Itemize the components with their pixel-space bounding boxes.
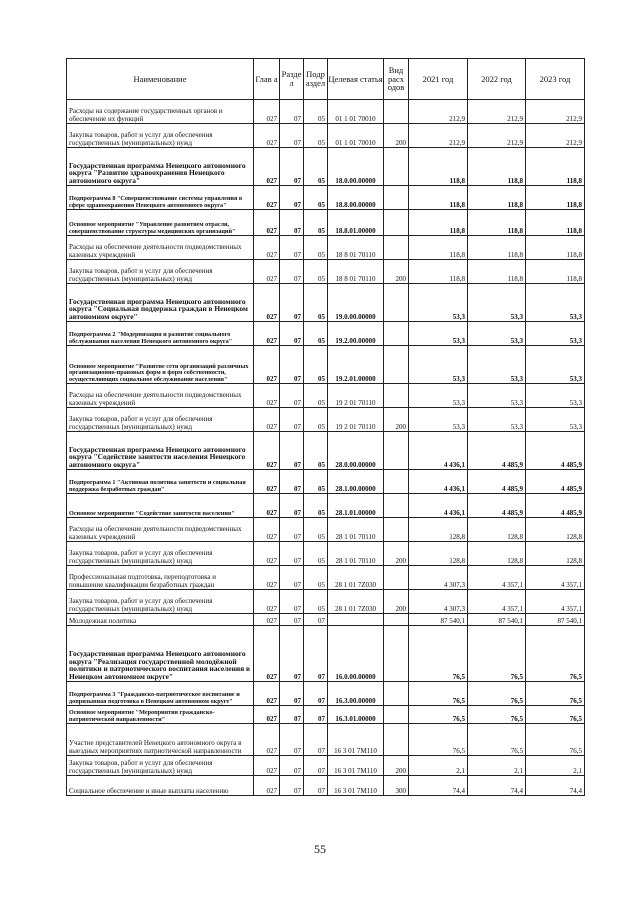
- row-value-2022: 4 357,1: [468, 590, 526, 614]
- header-2023: 2023 год: [526, 59, 585, 100]
- table-row: [67, 706, 585, 724]
- row-value-2021: 87 540,1: [409, 614, 468, 626]
- row-podrazdel: 05: [304, 148, 328, 186]
- row-value-2021: 76,5: [409, 682, 468, 706]
- row-value-2021: 4 307,3: [409, 566, 468, 590]
- row-value-2021: 4 436,1: [409, 494, 468, 518]
- row-value-2023: 74,4: [526, 776, 585, 796]
- row-target: 28 1 01 70110: [328, 518, 384, 542]
- table-row: [67, 236, 585, 260]
- row-name: Государственная программа Ненецкого автономного округа "Содействие занятости населения Ненецкого автономного округа": [67, 432, 254, 470]
- row-value-2021: 118,8: [409, 186, 468, 210]
- row-vid: 200: [384, 124, 409, 148]
- row-podrazdel: 05: [304, 322, 328, 346]
- row-vid: 200: [384, 260, 409, 284]
- header-name: Наименование: [67, 59, 254, 100]
- row-name: Расходы на обеспечение деятельности подведомственных казенных учреждений: [67, 518, 254, 542]
- row-target: 28.0.00.00000: [328, 432, 384, 470]
- row-vid: [384, 346, 409, 384]
- row-value-2022: 53,3: [468, 346, 526, 384]
- row-value-2023: 87 540,1: [526, 614, 585, 626]
- row-value-2022: 53,3: [468, 284, 526, 322]
- row-razdel: 07: [280, 470, 304, 494]
- row-value-2022: 74,4: [468, 776, 526, 796]
- row-value-2021: 118,8: [409, 210, 468, 236]
- row-name: Подпрограмма 3 "Гражданско-патриотическое воспитание и допризывная подготовка в Ненецком автономном округе": [67, 682, 254, 706]
- row-name: Подпрограмма 1 "Активная политика занятости и социальная поддержка безработных граждан": [67, 470, 254, 494]
- row-glava: 027: [254, 322, 280, 346]
- row-value-2021: 76,5: [409, 706, 468, 724]
- row-razdel: 07: [280, 322, 304, 346]
- row-name: Расходы на обеспечение деятельности подведомственных казенных учреждений: [67, 236, 254, 260]
- row-value-2022: 4 485,9: [468, 494, 526, 518]
- row-name: Закупка товаров, работ и услуг для обеспечения государственных (муниципальных) нужд: [67, 542, 254, 566]
- row-razdel: 07: [280, 756, 304, 776]
- table-row: [67, 346, 585, 384]
- table-row: [67, 408, 585, 432]
- row-value-2022: 76,5: [468, 626, 526, 682]
- row-target: 19.0.00.00000: [328, 284, 384, 322]
- row-target: 19.2.01.00000: [328, 346, 384, 384]
- row-value-2023: 118,8: [526, 148, 585, 186]
- table-row: [67, 590, 585, 614]
- row-value-2023: 53,3: [526, 346, 585, 384]
- row-razdel: 07: [280, 284, 304, 322]
- table-row: [67, 756, 585, 776]
- table-row: [67, 384, 585, 408]
- row-value-2021: 118,8: [409, 236, 468, 260]
- table-row: [67, 322, 585, 346]
- row-vid: [384, 432, 409, 470]
- row-value-2021: 118,8: [409, 260, 468, 284]
- row-vid: [384, 236, 409, 260]
- row-name: Основное мероприятие "Управление развитием отрасли, совершенствование структуры медицинских организаций": [67, 210, 254, 236]
- row-podrazdel: 07: [304, 724, 328, 756]
- row-target: 16.0.00.00000: [328, 626, 384, 682]
- row-name: Закупка товаров, работ и услуг для обеспечения государственных (муниципальных) нужд: [67, 756, 254, 776]
- table-row: [67, 494, 585, 518]
- row-vid: [384, 284, 409, 322]
- row-value-2022: 118,8: [468, 236, 526, 260]
- row-name: Расходы на содержание государственных органов и обеспечение их функций: [67, 100, 254, 124]
- row-target: 16 3 01 7M110: [328, 776, 384, 796]
- row-value-2022: 128,8: [468, 542, 526, 566]
- row-target: 01 1 01 70010: [328, 100, 384, 124]
- row-value-2021: 76,5: [409, 626, 468, 682]
- row-podrazdel: 05: [304, 542, 328, 566]
- row-target: 16.3.00.00000: [328, 682, 384, 706]
- row-name: Основное мероприятие "Мероприятия гражданско-патриотической направленности": [67, 706, 254, 724]
- row-vid: [384, 384, 409, 408]
- row-value-2023: 76,5: [526, 724, 585, 756]
- row-glava: 027: [254, 614, 280, 626]
- row-value-2023: 76,5: [526, 626, 585, 682]
- row-name: Подпрограмма 8 "Совершенствование системы управления в сфере здравоохранения Ненецкого автономного округа": [67, 186, 254, 210]
- row-target: 28 1 01 7Z030: [328, 566, 384, 590]
- row-target: 28.1.00.00000: [328, 470, 384, 494]
- budget-table: [66, 58, 585, 796]
- row-value-2023: 4 485,9: [526, 432, 585, 470]
- row-target: 19 2 01 70110: [328, 384, 384, 408]
- row-razdel: 07: [280, 186, 304, 210]
- row-glava: 027: [254, 470, 280, 494]
- row-glava: 027: [254, 682, 280, 706]
- row-razdel: 07: [280, 346, 304, 384]
- row-razdel: 07: [280, 776, 304, 796]
- row-podrazdel: 07: [304, 614, 328, 626]
- row-value-2021: 53,3: [409, 408, 468, 432]
- row-vid: [384, 470, 409, 494]
- row-value-2023: 4 357,1: [526, 590, 585, 614]
- row-razdel: 07: [280, 384, 304, 408]
- row-glava: 027: [254, 776, 280, 796]
- row-podrazdel: 05: [304, 346, 328, 384]
- row-razdel: 07: [280, 566, 304, 590]
- row-target: 19.2.00.00000: [328, 322, 384, 346]
- row-vid: [384, 322, 409, 346]
- row-podrazdel: 05: [304, 566, 328, 590]
- row-value-2023: 4 485,9: [526, 494, 585, 518]
- row-glava: 027: [254, 236, 280, 260]
- row-value-2023: 118,8: [526, 186, 585, 210]
- row-podrazdel: 05: [304, 494, 328, 518]
- row-value-2023: 53,3: [526, 322, 585, 346]
- row-name: Молодежная политика: [67, 614, 254, 626]
- row-vid: [384, 186, 409, 210]
- table-row: [67, 682, 585, 706]
- row-podrazdel: 07: [304, 626, 328, 682]
- row-razdel: 07: [280, 100, 304, 124]
- row-name: Закупка товаров, работ и услуг для обеспечения государственных (муниципальных) нужд: [67, 590, 254, 614]
- row-target: 01 1 01 70010: [328, 124, 384, 148]
- row-value-2022: 4 485,9: [468, 470, 526, 494]
- row-glava: 027: [254, 100, 280, 124]
- row-target: 16 3 01 7M110: [328, 724, 384, 756]
- row-value-2022: 76,5: [468, 724, 526, 756]
- row-name: Государственная программа Ненецкого автономного округа "Реализация государственной молодёжной политики и патриотического воспитания населения в Ненецком автономном округе": [67, 626, 254, 682]
- row-value-2023: 118,8: [526, 236, 585, 260]
- row-value-2022: 87 540,1: [468, 614, 526, 626]
- row-name: Закупка товаров, работ и услуг для обеспечения государственных (муниципальных) нужд: [67, 408, 254, 432]
- row-vid: [384, 626, 409, 682]
- row-value-2021: 2,1: [409, 756, 468, 776]
- row-value-2022: 212,9: [468, 100, 526, 124]
- table-row: [67, 210, 585, 236]
- row-name: Закупка товаров, работ и услуг для обеспечения государственных (муниципальных) нужд: [67, 260, 254, 284]
- table-row: [67, 432, 585, 470]
- row-value-2023: 53,3: [526, 284, 585, 322]
- table-row: [67, 776, 585, 796]
- table-row: [67, 284, 585, 322]
- table-row: [67, 566, 585, 590]
- row-target: 18.8.01.00000: [328, 210, 384, 236]
- row-value-2021: 212,9: [409, 100, 468, 124]
- row-podrazdel: 05: [304, 284, 328, 322]
- row-razdel: 07: [280, 682, 304, 706]
- row-vid: 200: [384, 756, 409, 776]
- table-row: [67, 470, 585, 494]
- row-glava: 027: [254, 186, 280, 210]
- row-value-2021: 53,3: [409, 384, 468, 408]
- row-name: Государственная программа Ненецкого автономного округа "Развитие здравоохранения Ненецкого автономного округа": [67, 148, 254, 186]
- row-glava: 027: [254, 724, 280, 756]
- row-vid: 200: [384, 590, 409, 614]
- header-2021: 2021 год: [409, 59, 468, 100]
- row-vid: 200: [384, 408, 409, 432]
- row-value-2023: 212,9: [526, 100, 585, 124]
- table-row: [67, 614, 585, 626]
- row-name: Основное мероприятие "Развитие сети организаций различных организационно-правовых форм и форм собственности, осуществляющих социальное обслуживание населения": [67, 346, 254, 384]
- row-value-2023: 4 357,1: [526, 566, 585, 590]
- row-podrazdel: 05: [304, 408, 328, 432]
- row-value-2021: 4 436,1: [409, 432, 468, 470]
- row-glava: 027: [254, 284, 280, 322]
- row-name: Государственная программа Ненецкого автономного округа "Социальная поддержка граждан в Ненецком автономном округе": [67, 284, 254, 322]
- row-vid: [384, 566, 409, 590]
- row-glava: 027: [254, 590, 280, 614]
- table-row: [67, 124, 585, 148]
- row-glava: 027: [254, 566, 280, 590]
- row-razdel: 07: [280, 124, 304, 148]
- table-row: [67, 626, 585, 682]
- row-razdel: 07: [280, 260, 304, 284]
- row-razdel: 07: [280, 542, 304, 566]
- row-value-2021: 53,3: [409, 346, 468, 384]
- row-vid: [384, 210, 409, 236]
- row-razdel: 07: [280, 706, 304, 724]
- table-row: [67, 148, 585, 186]
- row-podrazdel: 05: [304, 518, 328, 542]
- row-glava: 027: [254, 626, 280, 682]
- row-value-2021: 74,4: [409, 776, 468, 796]
- table-row: [67, 186, 585, 210]
- row-value-2023: 128,8: [526, 518, 585, 542]
- row-value-2022: 4 485,9: [468, 432, 526, 470]
- table-row: [67, 260, 585, 284]
- table-header-row: [67, 59, 585, 100]
- row-razdel: 07: [280, 408, 304, 432]
- row-podrazdel: 05: [304, 432, 328, 470]
- row-vid: [384, 706, 409, 724]
- row-glava: 027: [254, 346, 280, 384]
- row-value-2023: 4 485,9: [526, 470, 585, 494]
- row-razdel: 07: [280, 724, 304, 756]
- table-row: [67, 518, 585, 542]
- row-glava: 027: [254, 210, 280, 236]
- row-value-2021: 128,8: [409, 518, 468, 542]
- row-vid: 300: [384, 776, 409, 796]
- page-number: 55: [314, 842, 326, 856]
- row-value-2021: 53,3: [409, 322, 468, 346]
- row-target: 28 1 01 7Z030: [328, 590, 384, 614]
- row-target: 28.1.01.00000: [328, 494, 384, 518]
- row-podrazdel: 05: [304, 470, 328, 494]
- row-podrazdel: 05: [304, 210, 328, 236]
- row-razdel: 07: [280, 494, 304, 518]
- row-glava: 027: [254, 756, 280, 776]
- row-value-2022: 53,3: [468, 408, 526, 432]
- row-podrazdel: 05: [304, 260, 328, 284]
- row-value-2022: 128,8: [468, 518, 526, 542]
- table-row: [67, 100, 585, 124]
- row-vid: 200: [384, 542, 409, 566]
- row-value-2023: 118,8: [526, 260, 585, 284]
- row-podrazdel: 05: [304, 186, 328, 210]
- row-vid: [384, 682, 409, 706]
- row-razdel: 07: [280, 432, 304, 470]
- row-value-2023: 53,3: [526, 384, 585, 408]
- row-value-2021: 118,8: [409, 148, 468, 186]
- row-value-2022: 212,9: [468, 124, 526, 148]
- row-value-2022: 76,5: [468, 706, 526, 724]
- row-value-2023: 76,5: [526, 706, 585, 724]
- row-value-2021: 53,3: [409, 284, 468, 322]
- row-value-2023: 2,1: [526, 756, 585, 776]
- row-value-2022: 2,1: [468, 756, 526, 776]
- row-value-2022: 118,8: [468, 260, 526, 284]
- row-name: Профессиональная подготовка, переподготовка и повышение квалификации безработных граждан: [67, 566, 254, 590]
- row-value-2023: 212,9: [526, 124, 585, 148]
- row-name: Участие представителей Ненецкого автономного округа в выездных мероприятиях патриотической направленности: [67, 724, 254, 756]
- row-glava: 027: [254, 494, 280, 518]
- row-podrazdel: 05: [304, 124, 328, 148]
- row-razdel: 07: [280, 626, 304, 682]
- header-vid: Вид расх одов: [384, 59, 409, 100]
- header-glava: Глав а: [254, 59, 280, 100]
- row-target: 18 8 01 70110: [328, 260, 384, 284]
- row-value-2022: 118,8: [468, 186, 526, 210]
- row-razdel: 07: [280, 148, 304, 186]
- row-razdel: 07: [280, 518, 304, 542]
- header-podrazdel: Подр аздел: [304, 59, 328, 100]
- row-podrazdel: 07: [304, 756, 328, 776]
- row-value-2021: 4 307,3: [409, 590, 468, 614]
- row-value-2022: 76,5: [468, 682, 526, 706]
- row-podrazdel: 05: [304, 100, 328, 124]
- row-vid: [384, 518, 409, 542]
- row-razdel: 07: [280, 210, 304, 236]
- row-glava: 027: [254, 384, 280, 408]
- row-glava: 027: [254, 148, 280, 186]
- row-value-2022: 53,3: [468, 384, 526, 408]
- row-razdel: 07: [280, 614, 304, 626]
- table-row: [67, 542, 585, 566]
- row-podrazdel: 07: [304, 776, 328, 796]
- row-podrazdel: 07: [304, 706, 328, 724]
- row-name: Подпрограмма 2 "Модернизация и развитие социального обслуживания населения Ненецкого автономного округа": [67, 322, 254, 346]
- row-vid: [384, 614, 409, 626]
- row-glava: 027: [254, 408, 280, 432]
- header-target: Целевая статья: [328, 59, 384, 100]
- table-body: [67, 100, 585, 796]
- row-target: 16.3.01.00000: [328, 706, 384, 724]
- row-value-2022: 4 357,1: [468, 566, 526, 590]
- row-target: 18.0.00.00000: [328, 148, 384, 186]
- row-glava: 027: [254, 260, 280, 284]
- row-target: 19 2 01 70110: [328, 408, 384, 432]
- row-podrazdel: 05: [304, 384, 328, 408]
- row-podrazdel: 05: [304, 236, 328, 260]
- row-razdel: 07: [280, 590, 304, 614]
- row-value-2023: 76,5: [526, 682, 585, 706]
- row-value-2021: 4 436,1: [409, 470, 468, 494]
- row-value-2022: 53,3: [468, 322, 526, 346]
- header-2022: 2022 год: [468, 59, 526, 100]
- row-value-2021: 128,8: [409, 542, 468, 566]
- table-row: [67, 724, 585, 756]
- row-name: Закупка товаров, работ и услуг для обеспечения государственных (муниципальных) нужд: [67, 124, 254, 148]
- row-podrazdel: 07: [304, 682, 328, 706]
- row-name: Социальное обеспечение и иные выплаты населению: [67, 776, 254, 796]
- row-vid: [384, 100, 409, 124]
- row-target: [328, 614, 384, 626]
- row-value-2021: 212,9: [409, 124, 468, 148]
- row-glava: 027: [254, 432, 280, 470]
- row-value-2023: 53,3: [526, 408, 585, 432]
- row-value-2021: 76,5: [409, 724, 468, 756]
- row-name: Расходы на обеспечение деятельности подведомственных казенных учреждений: [67, 384, 254, 408]
- row-value-2023: 128,8: [526, 542, 585, 566]
- row-glava: 027: [254, 518, 280, 542]
- row-vid: [384, 494, 409, 518]
- row-target: 18 8 01 70110: [328, 236, 384, 260]
- row-razdel: 07: [280, 236, 304, 260]
- row-value-2023: 118,8: [526, 210, 585, 236]
- row-vid: [384, 148, 409, 186]
- row-value-2022: 118,8: [468, 148, 526, 186]
- row-target: 18.8.00.00000: [328, 186, 384, 210]
- row-podrazdel: 05: [304, 590, 328, 614]
- row-name: Основное мероприятие "Содействие занятости населения": [67, 494, 254, 518]
- row-glava: 027: [254, 124, 280, 148]
- row-target: 16 3 01 7M110: [328, 756, 384, 776]
- row-value-2022: 118,8: [468, 210, 526, 236]
- row-target: 28 1 01 70110: [328, 542, 384, 566]
- row-vid: [384, 724, 409, 756]
- row-glava: 027: [254, 542, 280, 566]
- header-razdel: Разде л: [280, 59, 304, 100]
- row-glava: 027: [254, 706, 280, 724]
